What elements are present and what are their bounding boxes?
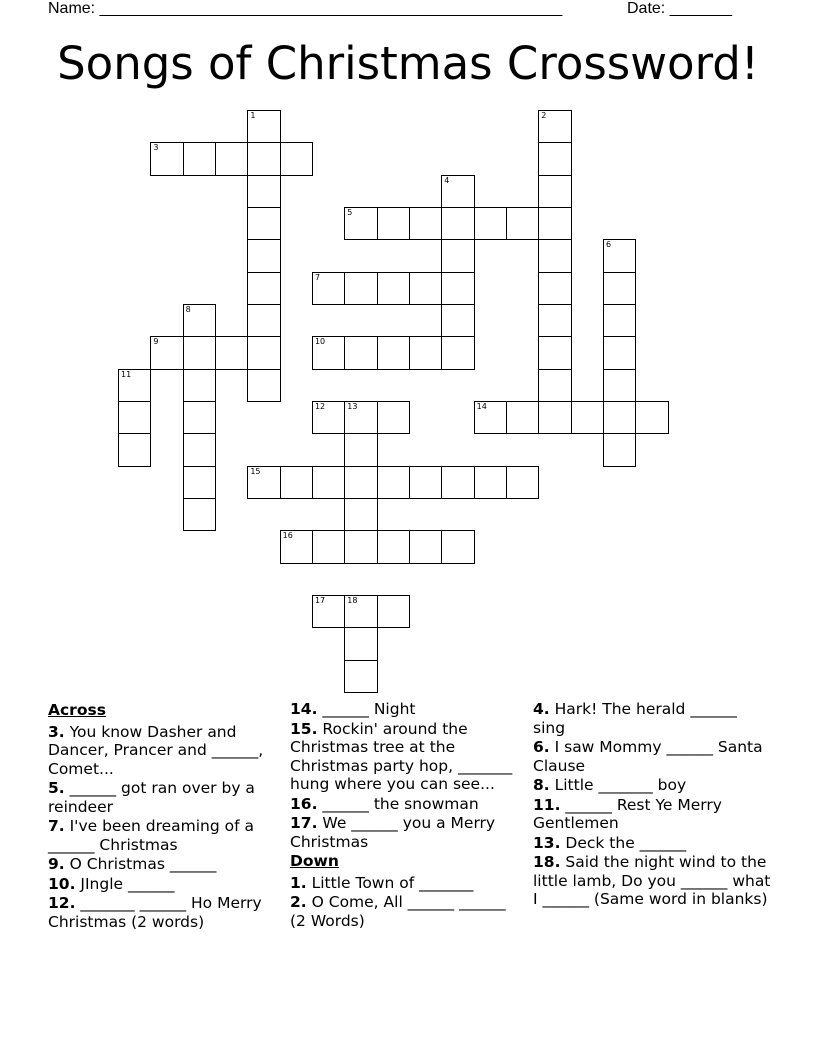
clue-number: 3 — [153, 143, 159, 153]
clue-number: 18 — [347, 595, 358, 605]
clue-item — [290, 720, 526, 794]
clue-text: I saw Mommy ______ Santa Clause — [533, 738, 763, 775]
crossword-cell[interactable] — [441, 336, 474, 369]
crossword-cell[interactable] — [603, 304, 636, 337]
clue-text: O Christmas ______ — [64, 855, 217, 873]
clue-item — [290, 795, 526, 814]
clue-number: 15 — [250, 466, 261, 476]
clue-item — [48, 723, 284, 779]
crossword-cell[interactable] — [118, 369, 151, 402]
crossword-cell[interactable] — [474, 401, 507, 434]
crossword-cell[interactable] — [215, 142, 248, 175]
crossword-cell[interactable] — [538, 369, 571, 402]
crossword-cell[interactable] — [603, 401, 636, 434]
clue-item — [533, 834, 773, 853]
crossword-cell[interactable] — [538, 175, 571, 208]
clue-number: 2 — [541, 111, 547, 120]
crossword-cell[interactable] — [344, 433, 377, 466]
down-heading: Down — [290, 852, 339, 870]
crossword-cell[interactable] — [183, 498, 216, 531]
clue-text: Hark! The herald ______ sing — [533, 700, 737, 737]
clue-number: 6 — [605, 240, 612, 250]
clue-number: 17 — [314, 595, 326, 605]
clue-number: 16 — [282, 531, 293, 541]
crossword-cell[interactable] — [312, 336, 345, 369]
clue-number: 10. — [48, 874, 76, 893]
crossword-cell[interactable] — [247, 304, 280, 337]
clue-column-2 — [290, 700, 526, 931]
clue-number: 3. — [48, 722, 65, 741]
clue-text: ______ Rest Ye Merry Gentlemen — [533, 795, 722, 832]
crossword-cell[interactable] — [441, 304, 474, 337]
clue-item — [48, 779, 284, 816]
crossword-cell[interactable] — [344, 401, 377, 434]
crossword-cell[interactable] — [344, 466, 377, 499]
clue-text: ______ the snowman — [317, 794, 479, 813]
crossword-cell[interactable] — [312, 466, 345, 499]
crossword-cell[interactable] — [409, 336, 442, 369]
clue-text: ______ got ran over by a reindeer — [48, 779, 255, 816]
across-clue-list-continued — [290, 700, 526, 851]
clue-number: 1. — [290, 873, 307, 892]
crossword-cell[interactable] — [344, 272, 377, 305]
crossword-cell[interactable] — [183, 336, 216, 369]
crossword-cell[interactable] — [603, 272, 636, 305]
crossword-cell[interactable] — [409, 272, 442, 305]
crossword-cell[interactable] — [344, 498, 377, 531]
crossword-cell[interactable] — [118, 433, 151, 466]
clue-item — [533, 796, 773, 833]
crossword-cell[interactable] — [377, 595, 410, 628]
clue-item — [533, 700, 773, 737]
crossword-cell[interactable] — [247, 369, 280, 402]
crossword-cell[interactable] — [183, 142, 216, 175]
crossword-cell[interactable] — [409, 207, 442, 240]
clue-number: 15. — [290, 719, 318, 738]
clue-text: _______ ______ Ho Merry Christmas (2 words) — [48, 894, 262, 931]
clue-text: We ______ you a Merry Christmas — [290, 814, 496, 851]
crossword-cell[interactable] — [280, 466, 313, 499]
crossword-cell[interactable] — [538, 239, 571, 272]
crossword-cell[interactable] — [635, 401, 668, 434]
name-field-label: Name: ____________________________________________________ — [48, 0, 563, 17]
crossword-cell[interactable] — [344, 595, 377, 628]
crossword-cell[interactable] — [280, 530, 313, 563]
crossword-cell[interactable] — [441, 207, 474, 240]
clue-text: Said the night wind to the little lamb, Do you ______ what I ______ (Same word in blanks) — [533, 853, 771, 908]
clue-number: 4. — [533, 700, 550, 718]
clue-number: 13 — [347, 401, 358, 411]
across-heading: Across — [48, 701, 106, 719]
crossword-cell[interactable] — [183, 433, 216, 466]
crossword-cell[interactable] — [312, 595, 345, 628]
crossword-cell[interactable] — [183, 401, 216, 434]
clue-item — [48, 817, 284, 854]
clue-item — [48, 855, 284, 874]
clue-number: 13. — [533, 833, 561, 852]
clue-item — [533, 738, 773, 775]
crossword-cell[interactable] — [538, 336, 571, 369]
crossword-cell[interactable] — [344, 660, 377, 693]
crossword-cell[interactable] — [215, 336, 248, 369]
crossword-cell[interactable] — [538, 272, 571, 305]
clue-text: Deck the ______ — [560, 833, 687, 852]
crossword-cell[interactable] — [183, 304, 216, 337]
clue-item — [48, 875, 284, 894]
clue-number: 2. — [290, 893, 307, 911]
crossword-cell[interactable] — [118, 401, 151, 434]
crossword-cell[interactable] — [344, 336, 377, 369]
clue-number: 5 — [347, 207, 353, 217]
clue-number: 14 — [476, 401, 487, 411]
crossword-cell[interactable] — [377, 272, 410, 305]
clue-number: 18. — [533, 853, 561, 871]
clue-number: 12 — [314, 401, 326, 411]
clue-text: I've been dreaming of a ______ Christmas — [48, 817, 255, 854]
down-clue-list — [290, 874, 526, 931]
clue-column-3 — [533, 700, 773, 910]
crossword-cell[interactable] — [506, 466, 539, 499]
crossword-cell[interactable] — [247, 336, 280, 369]
crossword-cell[interactable] — [538, 110, 571, 143]
clue-number: 1 — [250, 111, 256, 120]
crossword-cell[interactable] — [312, 530, 345, 563]
clue-item — [290, 814, 526, 851]
crossword-cell[interactable] — [312, 401, 345, 434]
clue-text: O Come, All ______ ______ (2 Words) — [290, 893, 506, 930]
clue-item — [533, 776, 773, 795]
crossword-cell[interactable] — [603, 433, 636, 466]
crossword-cell[interactable] — [538, 142, 571, 175]
crossword-cell[interactable] — [344, 207, 377, 240]
crossword-cell[interactable] — [409, 530, 442, 563]
clue-number: 4 — [444, 175, 450, 185]
crossword-cell[interactable] — [280, 142, 313, 175]
clue-number: 5. — [48, 779, 65, 797]
crossword-cell[interactable] — [377, 207, 410, 240]
crossword-cell[interactable] — [247, 142, 280, 175]
crossword-cell[interactable] — [150, 336, 183, 369]
crossword-cell[interactable] — [409, 466, 442, 499]
crossword-cell[interactable] — [377, 401, 410, 434]
crossword-cell[interactable] — [571, 401, 604, 434]
crossword-cell[interactable] — [247, 466, 280, 499]
clue-number: 11. — [533, 795, 561, 814]
clue-column-1 — [48, 700, 284, 932]
clue-item — [290, 874, 526, 893]
across-clue-list — [48, 723, 284, 932]
crossword-cell[interactable] — [603, 369, 636, 402]
clue-number: 6. — [533, 738, 550, 756]
clue-number: 10 — [314, 337, 326, 347]
clue-number: 8 — [185, 304, 191, 314]
crossword-cell[interactable] — [538, 304, 571, 337]
crossword-cell[interactable] — [538, 207, 571, 240]
clue-number: 17. — [290, 814, 318, 832]
clue-text: JIngle ______ — [75, 874, 175, 893]
clue-number: 12. — [48, 894, 76, 912]
crossword-cell[interactable] — [247, 239, 280, 272]
crossword-cell[interactable] — [506, 401, 539, 434]
crossword-cell[interactable] — [247, 272, 280, 305]
crossword-cell[interactable] — [247, 207, 280, 240]
down-clue-list-continued — [533, 700, 773, 909]
crossword-cell[interactable] — [344, 627, 377, 660]
crossword-cell[interactable] — [377, 530, 410, 563]
clue-item — [533, 853, 773, 909]
clue-number: 8. — [533, 776, 550, 794]
crossword-cell[interactable] — [183, 466, 216, 499]
clue-text: Little _______ boy — [549, 776, 687, 794]
crossword-cell[interactable] — [377, 336, 410, 369]
clue-number: 9 — [153, 337, 159, 347]
crossword-cell[interactable] — [603, 336, 636, 369]
clue-number: 7. — [48, 817, 65, 835]
crossword-cell[interactable] — [441, 466, 474, 499]
clue-item — [290, 700, 526, 719]
crossword-cell[interactable] — [474, 207, 507, 240]
crossword-cell[interactable] — [312, 272, 345, 305]
clue-text: ______ Night — [317, 700, 416, 718]
clue-number: 11 — [121, 369, 132, 379]
clue-number: 14. — [290, 700, 318, 718]
crossword-cell[interactable] — [377, 466, 410, 499]
crossword-cell[interactable] — [441, 530, 474, 563]
clue-text: You know Dasher and Dancer, Prancer and ______, Comet... — [48, 722, 264, 778]
clue-text: Rockin' around the Christmas tree at the Christmas party hop, _______ hung where you can see... — [290, 719, 513, 793]
crossword-cell[interactable] — [183, 369, 216, 402]
clue-item — [48, 894, 284, 931]
crossword-cell[interactable] — [441, 239, 474, 272]
page-title: Songs of Christmas Crossword! — [57, 37, 759, 90]
clue-number: 9. — [48, 855, 65, 873]
crossword-cell[interactable] — [441, 175, 474, 208]
clue-number: 7 — [314, 272, 321, 282]
clue-item — [290, 893, 526, 930]
crossword-cell[interactable] — [247, 110, 280, 143]
crossword-cell[interactable] — [150, 142, 183, 175]
crossword-cell[interactable] — [506, 207, 539, 240]
crossword-cell[interactable] — [474, 466, 507, 499]
crossword-cell[interactable] — [603, 239, 636, 272]
date-field-label: Date: _______ — [627, 0, 732, 17]
crossword-cell[interactable] — [538, 401, 571, 434]
crossword-cell[interactable] — [441, 272, 474, 305]
clue-number: 16. — [290, 794, 318, 813]
clue-text: Little Town of _______ — [306, 873, 474, 892]
crossword-cell[interactable] — [247, 175, 280, 208]
crossword-cell[interactable] — [344, 530, 377, 563]
